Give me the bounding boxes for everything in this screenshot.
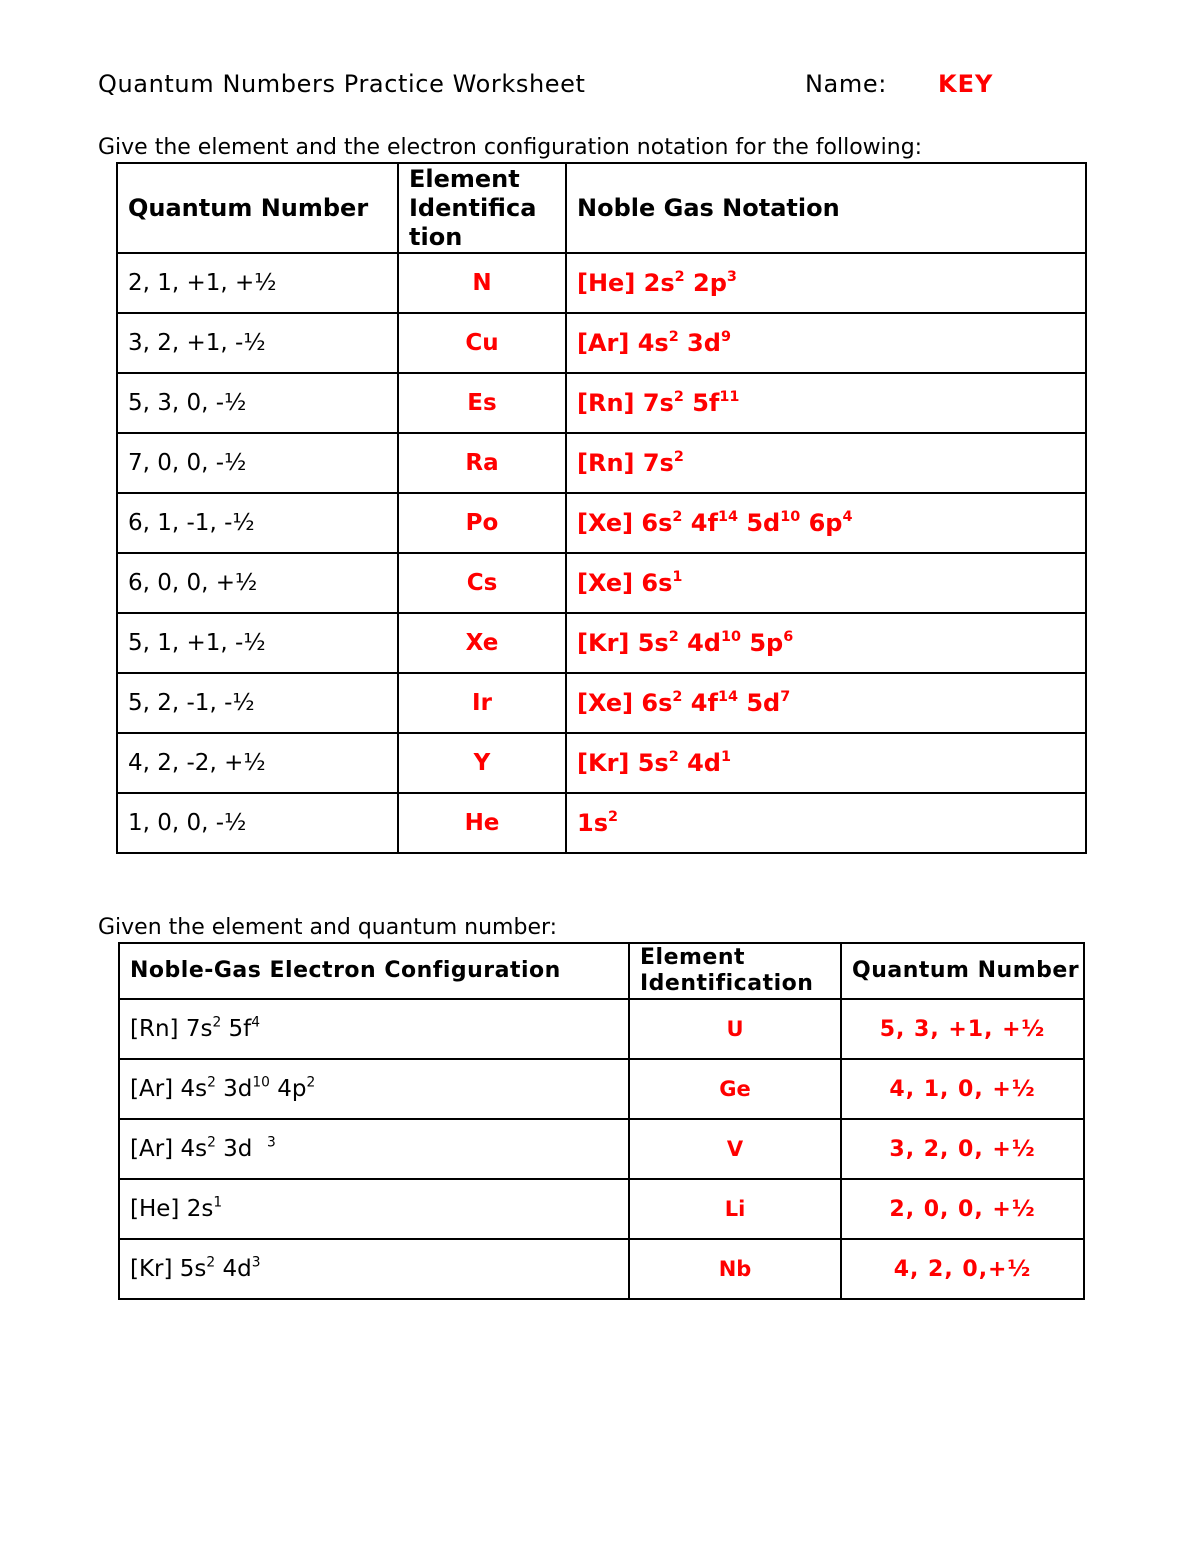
configuration-cell: [Kr] $5s^2$ $4d^3$ <box>119 1239 629 1299</box>
table-row <box>117 793 1086 853</box>
worksheet-header <box>98 70 1098 106</box>
element-answer-cell: Xe <box>398 613 566 673</box>
element-answer-cell: Ir <box>398 673 566 733</box>
quantum-answer-cell: 2, 0, 0, +½ <box>841 1179 1084 1239</box>
table-row <box>117 613 1086 673</box>
table-row <box>117 313 1086 373</box>
notation-answer-cell: [Rn] $7s^2$ <box>566 433 1086 493</box>
table-row <box>117 733 1086 793</box>
table-row <box>117 253 1086 313</box>
notation-answer-cell: [Kr] $5s^2$ $4d^1$ <box>566 733 1086 793</box>
notation-answer-cell: [Kr] $5s^2$ $4d^{10}$ $5p^6$ <box>566 613 1086 673</box>
quantum-number-cell: 7, 0, 0, -½ <box>117 433 398 493</box>
element-answer-cell: Li <box>629 1179 841 1239</box>
config-to-quantum-table <box>118 942 1085 1300</box>
table-row <box>117 373 1086 433</box>
table-row <box>119 1179 1084 1239</box>
quantum-number-cell: 3, 2, +1, -½ <box>117 313 398 373</box>
table-row <box>117 673 1086 733</box>
notation-answer-cell: $1s^2$ <box>566 793 1086 853</box>
notation-answer-cell: [Xe] $6s^1$ <box>566 553 1086 613</box>
quantum-number-cell: 5, 2, -1, -½ <box>117 673 398 733</box>
table-row <box>119 1239 1084 1299</box>
table-row <box>117 493 1086 553</box>
quantum-number-cell: 5, 1, +1, -½ <box>117 613 398 673</box>
quantum-number-cell: 5, 3, 0, -½ <box>117 373 398 433</box>
column-header: Quantum Number <box>117 163 398 253</box>
quantum-answer-cell: 4, 2, 0,+½ <box>841 1239 1084 1299</box>
table-header-row <box>119 943 1084 999</box>
element-answer-cell: Ge <box>629 1059 841 1119</box>
element-answer-cell: U <box>629 999 841 1059</box>
name-label: Name: <box>805 70 887 98</box>
notation-answer-cell: [Xe] $6s^2$ $4f^{14}$ $5d^{10}$ $6p^4$ <box>566 493 1086 553</box>
column-header: Element Identification <box>629 943 841 999</box>
notation-answer-cell: [He] $2s^2$ $2p^3$ <box>566 253 1086 313</box>
element-answer-cell: Cs <box>398 553 566 613</box>
element-answer-cell: V <box>629 1119 841 1179</box>
column-header: Element Identifica tion <box>398 163 566 253</box>
section2-instruction: Given the element and quantum number: <box>98 915 558 940</box>
quantum-number-cell: 2, 1, +1, +½ <box>117 253 398 313</box>
page-title: Quantum Numbers Practice Worksheet <box>98 70 586 98</box>
column-header: Noble Gas Notation <box>566 163 1086 253</box>
element-answer-cell: Es <box>398 373 566 433</box>
quantum-to-notation-table <box>116 162 1087 854</box>
quantum-answer-cell: 4, 1, 0, +½ <box>841 1059 1084 1119</box>
section1-instruction: Give the element and the electron configuration notation for the following: <box>98 135 923 160</box>
element-answer-cell: Cu <box>398 313 566 373</box>
notation-answer-cell: [Ar] $4s^2$ $3d^9$ <box>566 313 1086 373</box>
element-answer-cell: Nb <box>629 1239 841 1299</box>
table-row <box>119 1119 1084 1179</box>
notation-answer-cell: [Rn] $7s^2$ $5f^{11}$ <box>566 373 1086 433</box>
table-row <box>119 1059 1084 1119</box>
quantum-number-cell: 6, 1, -1, -½ <box>117 493 398 553</box>
column-header: Noble-Gas Electron Configuration <box>119 943 629 999</box>
element-answer-cell: Ra <box>398 433 566 493</box>
quantum-number-cell: 1, 0, 0, -½ <box>117 793 398 853</box>
configuration-cell: [Ar] $4s^2$ 3d $^3$ <box>119 1119 629 1179</box>
element-answer-cell: Y <box>398 733 566 793</box>
table-row <box>117 553 1086 613</box>
column-header: Quantum Number <box>841 943 1084 999</box>
element-answer-cell: Po <box>398 493 566 553</box>
configuration-cell: [Rn] $7s^2$ $5f^4$ <box>119 999 629 1059</box>
quantum-answer-cell: 3, 2, 0, +½ <box>841 1119 1084 1179</box>
configuration-cell: [Ar] $4s^2$ $3d^{10}$ $4p^2$ <box>119 1059 629 1119</box>
name-value: KEY <box>938 70 994 98</box>
quantum-number-cell: 6, 0, 0, +½ <box>117 553 398 613</box>
element-answer-cell: N <box>398 253 566 313</box>
quantum-answer-cell: 5, 3, +1, +½ <box>841 999 1084 1059</box>
notation-answer-cell: [Xe] $6s^2$ $4f^{14}$ $5d^7$ <box>566 673 1086 733</box>
table-header-row <box>117 163 1086 253</box>
quantum-number-cell: 4, 2, -2, +½ <box>117 733 398 793</box>
table-row <box>117 433 1086 493</box>
table-row <box>119 999 1084 1059</box>
configuration-cell: [He] $2s^1$ <box>119 1179 629 1239</box>
element-answer-cell: He <box>398 793 566 853</box>
